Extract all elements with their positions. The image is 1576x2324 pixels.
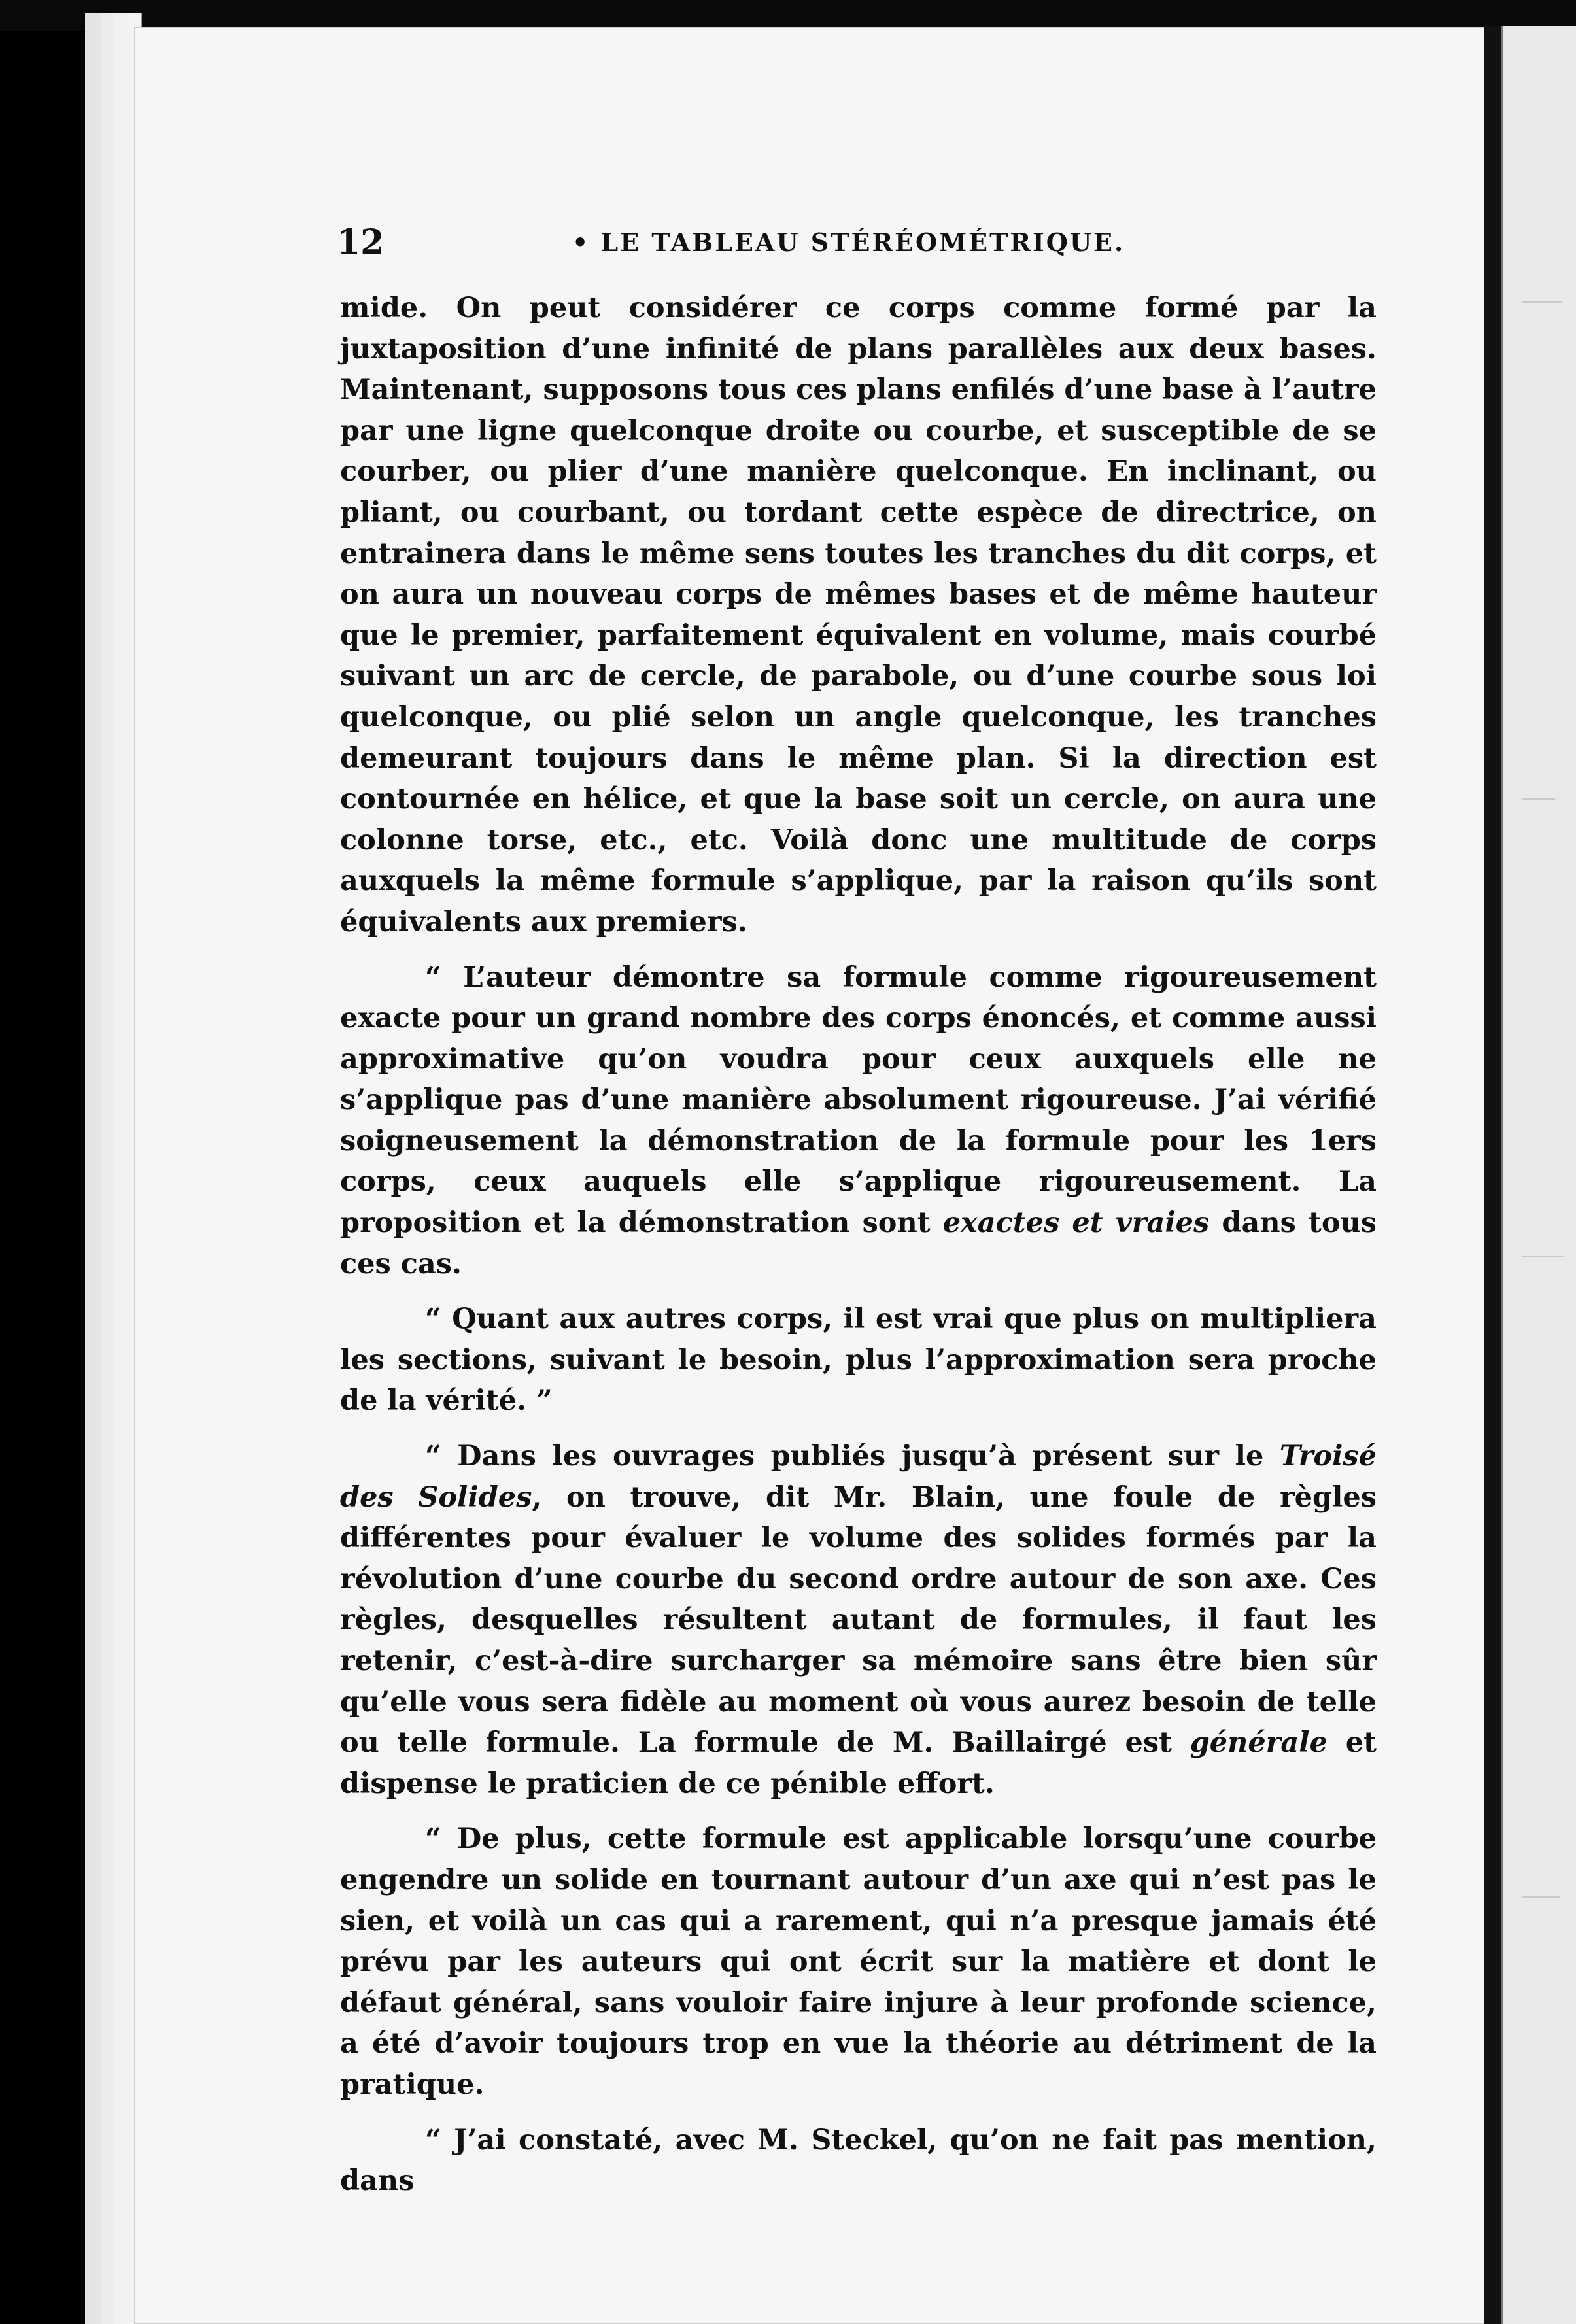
running-head (337, 222, 1403, 262)
italic-title: Troisé des Solides (340, 1440, 1377, 1514)
paragraph-1: mide. On peut considérer ce corps comme formé par la juxtaposition d’une infinité de plans parallèles aux deux bases. Maintenant, supposons tous ces plans enfilés d’une base à l’autre par une ligne quelconque droite ou courbe, et susceptible de se courber, ou plier d’une manière quelconque. En inclinant, ou pliant, ou courbant, ou tordant cette espèce de directrice, on entrainera dans le même sens toutes les tranches du dit corps, et on aura un nouveau corps de mêmes bases et de même hauteur que le premier, parfaitement équivalent en volume, mais courbé suivant un arc de cercle, de parabole, ou d’une courbe sous loi quelconque, ou plié selon un angle quelconque, les tranches demeurant toujours dans le même plan. Si la direction est contournée en hélice, et que la base soit un cercle, on aura une colonne torse, etc., etc. Voilà donc une multitude de corps auxquels la même formule s’applique, par la raison qu’ils sont équivalents aux premiers. (340, 292, 1377, 938)
page-gutter (1484, 26, 1501, 2324)
italic-word: générale (1190, 1726, 1328, 1760)
italic-phrase: exactes et vraies (942, 1206, 1210, 1240)
body-text (340, 288, 1377, 2202)
paragraph-3: “ Quant aux autres corps, il est vrai que plus on multipliera les sections, suivant le besoin, plus l’approximation sera proche de la vérité. ” (340, 1303, 1377, 1418)
scan-top-border (0, 0, 1576, 31)
paragraph-5: “ De plus, cette formule est applicable lorsqu’une courbe engendre un solide en tournant autour d’un axe qui n’est pas le sien, et voilà un cas qui a rarement, qui n’a presque jamais été prévu par les auteurs qui ont écrit sur la matière et dont le défaut général, sans vouloir faire injure à leur profonde science, a été d’avoir toujours trop en vue la théorie au détriment de la pratique. (340, 1822, 1377, 2101)
adjacent-page-sliver (1501, 26, 1576, 2324)
paragraph-2: “ L’auteur démontre sa formule comme rigoureusement exacte pour un grand nombre des corps énoncés, et comme aussi approximative qu’on voudra pour ceux auxquels elle ne s’applique pas d’une manière absolument rigoureuse. J’ai vérifié soigneusement la démonstration de la formule pour les 1ers corps, ceux auquels elle s’applique rigoureusement. La proposition et la démonstration sont exactes et vraies dans tous ces cas. (340, 961, 1377, 1280)
running-title: • LE TABLEAU STÉRÉOMÉTRIQUE. (572, 228, 1125, 257)
page-number: 12 (337, 222, 385, 262)
paragraph-6: “ J’ai constaté, avec M. Steckel, qu’on ne fait pas mention, dans (340, 2123, 1377, 2198)
paragraph-4: “ Dans les ouvrages publiés jusqu’à présent sur le Troisé des Solides, on trouve, dit Mr. Blain, une foule de règles différentes pour évaluer le volume des solides formés par la révolution d’une courbe du second ordre autour de son axe. Ces règles, desquelles résultent autant de formules, il faut les retenir, c’est-à-dire surcharger sa mémoire sans être bien sûr qu’elle vous sera fidèle au moment où vous aurez besoin de telle ou telle formule. La formule de M. Baillairgé est générale et dispense le praticien de ce pénible effort. (340, 1440, 1377, 1800)
